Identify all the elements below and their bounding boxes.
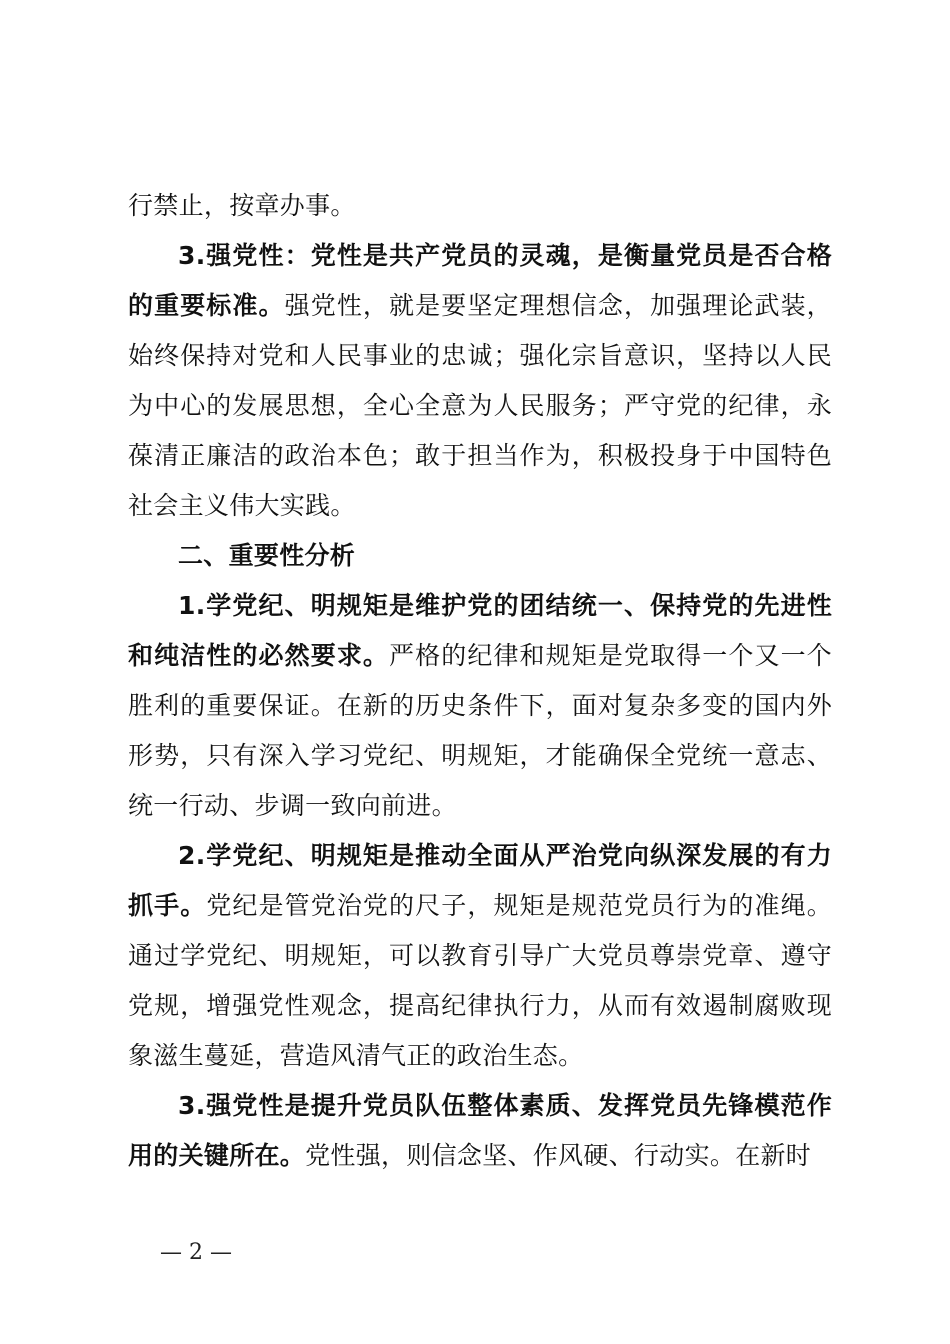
paragraph-text: 行禁止，按章办事。 (128, 191, 356, 220)
paragraph-heading: 1.学党纪、明规矩是维护党的团结统一、保持党的先进性和纯洁性的必然要求。 (128, 591, 832, 670)
section-heading (128, 531, 832, 581)
paragraph-text: 强党性，就是要坚定理想信念，加强理论武装，始终保持对党和人民事业的忠诚；强化宗旨意识，坚持以人民为中心的发展思想，全心全意为人民服务；严守党的纪律，永葆清正廉洁的政治本色；敢于担当作为，积极投身于中国特色社会主义伟大实践。 (128, 291, 832, 520)
page-number: — 2 — (160, 1240, 232, 1265)
paragraph-4 (128, 831, 832, 1081)
paragraph-2 (128, 231, 832, 531)
paragraph-text: 严格的纪律和规矩是党取得一个又一个胜利的重要保证。在新的历史条件下，面对复杂多变的国内外形势，只有深入学习党纪、明规矩，才能确保全党统一意志、统一行动、步调一致向前进。 (128, 641, 832, 820)
section-heading-text: 二、重要性分析 (178, 541, 356, 570)
paragraph-text: 党纪是管党治党的尺子，规矩是规范党员行为的准绳。通过学党纪、明规矩，可以教育引导广大党员尊崇党章、遵守党规，增强党性观念，提高纪律执行力，从而有效遏制腐败现象滋生蔓延，营造风清气正的政治生态。 (128, 891, 832, 1070)
paragraph-3 (128, 581, 832, 831)
paragraph-heading: 3.强党性：党性是共产党员的灵魂，是衡量党员是否合格的重要标准。 (128, 241, 832, 320)
document-body (128, 181, 832, 1181)
paragraph-1 (128, 181, 832, 231)
paragraph-text: 党性强，则信念坚、作风硬、行动实。在新时 (305, 1141, 812, 1170)
paragraph-heading: 3.强党性是提升党员队伍整体素质、发挥党员先锋模范作用的关键所在。 (128, 1091, 832, 1170)
paragraph-heading: 2.学党纪、明规矩是推动全面从严治党向纵深发展的有力抓手。 (128, 841, 832, 920)
paragraph-5 (128, 1081, 832, 1181)
